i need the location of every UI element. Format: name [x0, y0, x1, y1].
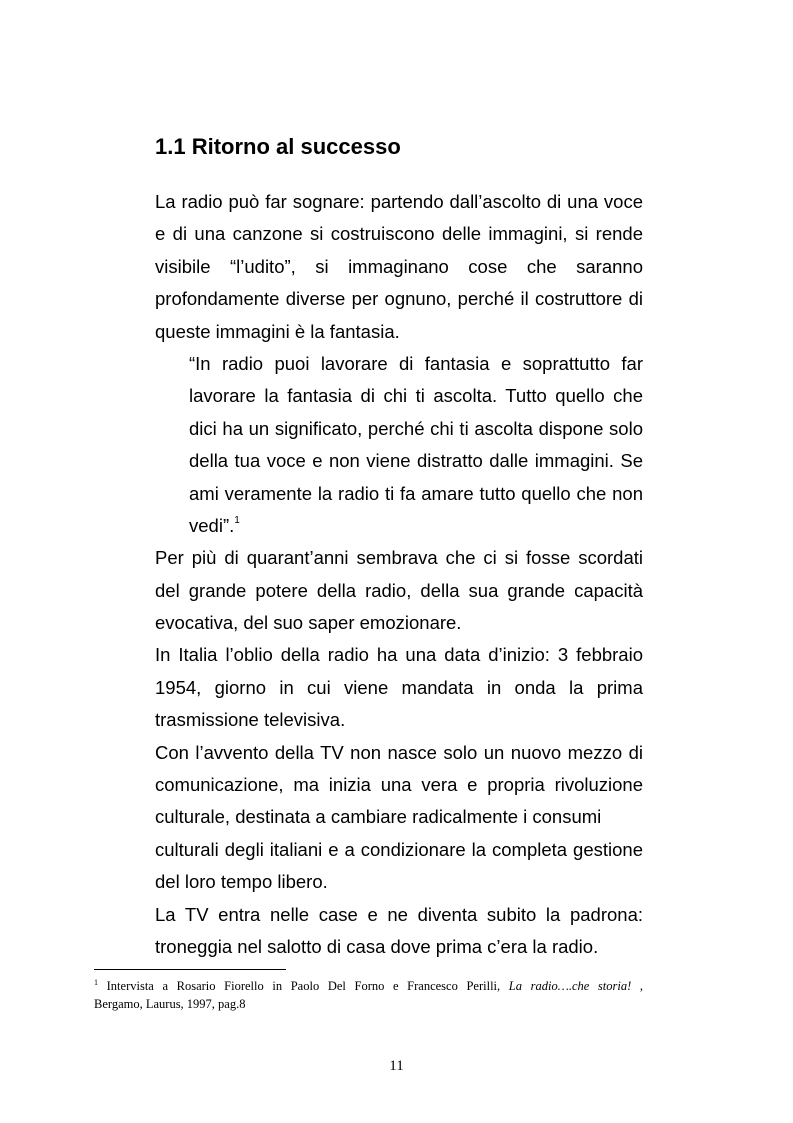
- text-line: Per più di quarant’anni sembrava che ci si fosse scordati: [155, 547, 643, 569]
- text-line: culturale, destinata a cambiare radicalmente i consumi: [155, 806, 602, 828]
- quote-line: lavorare la fantasia di chi ti ascolta. Tutto quello che: [189, 385, 643, 407]
- text-line: del loro tempo libero.: [155, 871, 328, 893]
- text-line: 1954, giorno in cui viene mandata in onda la prima: [155, 676, 643, 698]
- page-number: 11: [389, 1058, 404, 1074]
- footnote-number: 1: [94, 978, 98, 987]
- quote-line: della tua voce e non viene distratto dalle immagini. Se: [189, 450, 643, 472]
- quote-line: [189, 510, 643, 542]
- footnote-punct: ,: [639, 979, 644, 993]
- text-line: e di una canzone si costruiscono delle immagini, si rende: [155, 223, 643, 245]
- footnote-line: [94, 977, 643, 995]
- text-line: La radio può far sognare: partendo dall’ascolto di una voce: [155, 191, 643, 212]
- footnote-reference[interactable]: 1: [234, 514, 240, 526]
- footnote-title: La radio….che storia!: [508, 979, 632, 993]
- text-line: del grande potere della radio, della sua grande capacità: [155, 579, 643, 601]
- quote-line: ami veramente la radio ti fa amare tutto quello che non: [189, 482, 643, 504]
- body-text: [155, 186, 643, 963]
- text-line: profondamente diverse per ognuno, perché il costruttore di: [155, 288, 643, 310]
- text-line: troneggia nel salotto di casa dove prima c’era la radio.: [155, 935, 599, 957]
- footnote-line: Bergamo, Laurus, 1997, pag.8: [94, 997, 246, 1011]
- text-line: visibile “l’udito”, si immaginano cose che saranno: [155, 255, 643, 277]
- block-quote: [155, 348, 643, 542]
- text-line: queste immagini è la fantasia.: [155, 320, 400, 342]
- text-line: culturali degli italiani e a condizionare la completa gestione: [155, 838, 643, 860]
- section-heading: 1.1 Ritorno al successo: [155, 134, 401, 159]
- footnote-divider: [94, 969, 286, 970]
- text-line: comunicazione, ma inizia una vera e propria rivoluzione: [155, 774, 643, 796]
- footnote-text: Intervista a Rosario Fiorello in Paolo Del Forno e Francesco Perilli,: [106, 979, 501, 993]
- text-line: La TV entra nelle case e ne diventa subito la padrona:: [155, 903, 643, 925]
- footnote: [94, 977, 643, 1013]
- text-line: trasmissione televisiva.: [155, 709, 346, 731]
- text-line: Con l’avvento della TV non nasce solo un nuovo mezzo di: [155, 741, 643, 763]
- quote-line-text: vedi”.: [189, 514, 235, 536]
- text-line: evocativa, del suo saper emozionare.: [155, 612, 462, 634]
- quote-line: dici ha un significato, perché chi ti ascolta dispone solo: [189, 417, 643, 439]
- text-line: In Italia l’oblio della radio ha una data d’inizio: 3 febbraio: [155, 644, 643, 666]
- quote-line: “In radio puoi lavorare di fantasia e soprattutto far: [189, 352, 643, 374]
